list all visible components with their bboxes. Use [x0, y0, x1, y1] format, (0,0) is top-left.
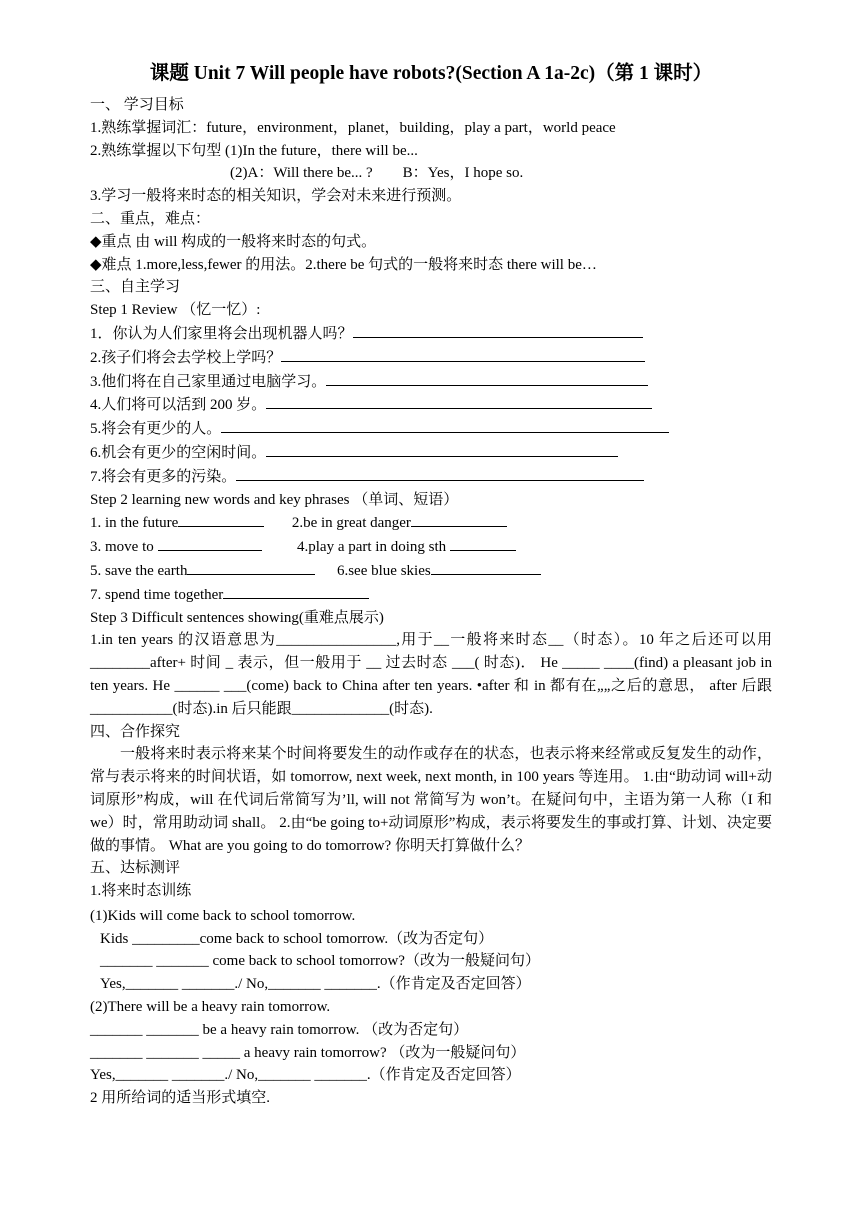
phrase-row-3: [90, 559, 772, 583]
test-sub-1: 1.将来时态训练: [90, 883, 192, 900]
phrase-7: 7. spend time together: [90, 586, 224, 603]
exercise-1c: Yes,_______ _______./ No,_______ _______.（作肯定及否定回答）: [100, 976, 531, 993]
exercise-2c: Yes,_______ _______./ No,_______ _______.（作肯定及否定回答）: [90, 1067, 521, 1084]
explore-paragraph: 一般将来时表示将来某个时间将要发生的动作或存在的状态，也表示将来经常或反复发生的动作，常与表示将来的时间状语，如 tomorrow, next week, next month, in 100 years 等连用。 1.由“助动词 will+动词原形”构成，will 在代词后常简写为’ll, will not 常简写为 won’t。在疑问句中，主语为第一人称（I 和 we）时，常用助动词 shall。 2.由“be going to+动词原形”构成，表示将要发生的事或打算、计划、决定要做的事情。 What are you going to do tomorrow? 你明天打算做什么？: [90, 746, 772, 854]
section-focus-heading: 二、重点，难点：: [90, 210, 211, 227]
answer-blank[interactable]: [326, 370, 648, 386]
answer-blank[interactable]: [411, 511, 507, 527]
answer-blank[interactable]: [236, 465, 644, 481]
answer-blank[interactable]: [266, 393, 652, 409]
phrase-row-4: [90, 583, 772, 607]
exercise-1: (1)Kids will come back to school tomorrow.: [90, 907, 356, 924]
page-title: 课题 Unit 7 Will people have robots?(Section A 1a-2c)（第 1 课时）: [149, 63, 713, 84]
answer-blank[interactable]: [223, 583, 369, 599]
goal-item-2b: (2)A：Will there be... ? B：Yes，I hope so.: [230, 165, 524, 182]
review-question-6: 6.机会有更少的空闲时间。: [90, 441, 772, 465]
answer-blank[interactable]: [281, 346, 645, 362]
answer-blank[interactable]: [450, 535, 516, 551]
phrase-row-1: [90, 511, 772, 535]
goal-item-3: 3.学习一般将来时态的相关知识，学会对未来进行预测。: [90, 188, 462, 205]
review-question-1: 1．你认为人们家里将会出现机器人吗？: [90, 322, 772, 346]
exercise-2: (2)There will be a heavy rain tomorrow.: [90, 999, 331, 1016]
answer-blank[interactable]: [221, 417, 669, 433]
exercise-1a: Kids _________come back to school tomorrow.（改为否定句）: [100, 930, 494, 947]
focus-key-point: ◆重点 由 will 构成的一般将来时态的句式。: [90, 233, 377, 250]
answer-blank[interactable]: [158, 535, 262, 551]
review-question-3: 3.他们将在自己家里通过电脑学习。: [90, 370, 772, 394]
review-question-2: 2.孩子们将会去学校上学吗？: [90, 346, 772, 370]
phrase-6: 6.see blue skies: [336, 562, 431, 579]
exercise-2a: _______ _______ be a heavy rain tomorrow. （改为否定句）: [90, 1021, 469, 1038]
step3-heading: Step 3 Difficult sentences showing(重难点展示): [90, 609, 384, 626]
worksheet-page: [90, 60, 772, 1110]
goal-item-2: 2.熟练掌握以下句型 (1)In the future，there will be...: [90, 142, 418, 159]
step1-heading: Step 1 Review （忆一忆）:: [90, 302, 261, 319]
goal-item-1: 1.熟练掌握词汇：future，environment，planet，building，play a part，world peace: [90, 119, 616, 136]
answer-blank[interactable]: [266, 441, 618, 457]
section-explore-heading: 四、合作探究: [90, 723, 181, 740]
phrase-4: 4.play a part in doing sth: [297, 539, 447, 556]
review-question-7: 7.将会有更多的污染。: [90, 465, 772, 489]
answer-blank[interactable]: [178, 511, 264, 527]
phrase-5: 5. save the earth: [90, 562, 188, 579]
section-goals-heading: 一、 学习目标: [90, 97, 184, 113]
phrase-1: 1. in the future: [90, 515, 179, 532]
review-question-5: 5.将会有更少的人。: [90, 417, 772, 441]
exercise-1b: _______ _______ come back to school tomorrow?（改为一般疑问句）: [100, 953, 540, 970]
review-question-4: 4.人们将可以活到 200 岁。: [90, 393, 772, 417]
section-test-heading: 五、达标测评: [90, 860, 181, 877]
step3-paragraph: 1.in ten years 的汉语意思为________________,用于__一般将来时态__（时态）。10 年之后还可以用 ________after+ 时间 _ 表示，但一般用于 __ 过去时态 ___( 时态)． He _____ ____(find) a pleasant job in ten years. He ______ ___(come) back to China after ten years. •after 和 in 都有在„„之后的意思， after 后跟___________(时态).in 后只能跟_____________(时态).: [90, 632, 772, 717]
answer-blank[interactable]: [353, 322, 643, 338]
phrase-3: 3. move to: [90, 539, 154, 556]
focus-difficult-point: ◆难点 1.more,less,fewer 的用法。2.there be 句式的一般将来时态 there will be…: [90, 256, 597, 273]
phrase-row-2: [90, 535, 772, 559]
step2-heading: Step 2 learning new words and key phrases （单词、短语）: [90, 491, 459, 508]
section-self-study-heading: 三、自主学习: [90, 279, 181, 296]
test-sub-2: 2 用所给词的适当形式填空.: [90, 1090, 271, 1107]
phrase-2: 2.be in great danger: [291, 515, 411, 532]
answer-blank[interactable]: [431, 559, 541, 575]
answer-blank[interactable]: [187, 559, 315, 575]
exercise-2b: _______ _______ _____ a heavy rain tomorrow? （改为一般疑问句）: [90, 1044, 526, 1061]
